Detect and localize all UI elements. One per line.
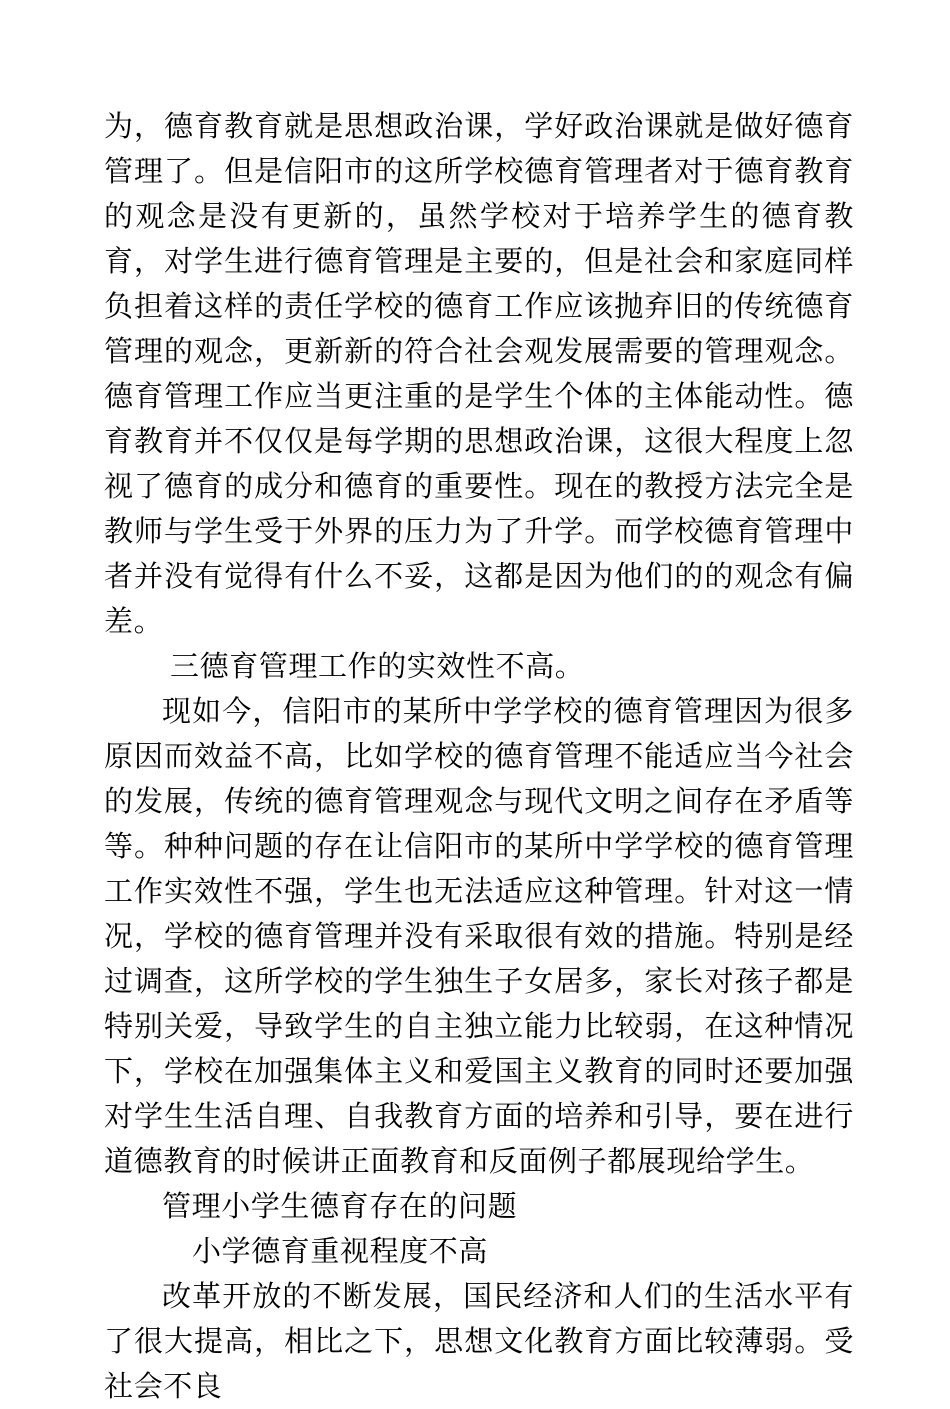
document-page xyxy=(104,104,854,1409)
section-heading-primary-problems: 管理小学生德育存在的问题 xyxy=(162,1189,518,1223)
section-heading-effectiveness: 三德育管理工作的实效性不高。 xyxy=(170,649,585,683)
paragraph-reform-opening: 改革开放的不断发展，国民经济和人们的生活水平有了很大提高，相比之下，思想文化教育方面比较薄弱。受社会不良 xyxy=(104,1279,854,1403)
paragraph-effectiveness: 现如今，信阳市的某所中学学校的德育管理因为很多原因而效益不高，比如学校的德育管理不能适应当今社会的发展，传统的德育管理观念与现代文明之间存在矛盾等等。种种问题的存在让信阳市的某所中学学校的德育管理工作实效性不强，学生也无法适应这种管理。针对这一情况，学校的德育管理并没有采取很有效的措施。特别是经过调查，这所学校的学生独生子女居多，家长对孩子都是特别关爱，导致学生的自主独立能力比较弱，在这种情况下，学校在加强集体主义和爱国主义教育的同时还要加强对学生生活自理、自我教育方面的培养和引导，要在进行道德教育的时候讲正面教育和反面例子都展现给学生。 xyxy=(104,694,854,1178)
paragraph-moral-education-concept: 为，德育教育就是思想政治课，学好政治课就是做好德育管理了。但是信阳市的这所学校德育管理者对于德育教育的观念是没有更新的，虽然学校对于培养学生的德育教育，对学生进行德育管理是主要的，但是社会和家庭同样负担着这样的责任学校的德育工作应该抛弃旧的传统德育管理的观念，更新新的符合社会观发展需要的管理观念。德育管理工作应当更注重的是学生个体的主体能动性。德育教育并不仅仅是每学期的思想政治课，这很大程度上忽视了德育的成分和德育的重要性。现在的教授方法完全是教师与学生受于外界的压力为了升学。而学校德育管理中者并没有觉得有什么不妥，这都是因为他们的的观念有偏差。 xyxy=(104,109,854,638)
subsection-heading-low-attention: 小学德育重视程度不高 xyxy=(192,1234,489,1268)
